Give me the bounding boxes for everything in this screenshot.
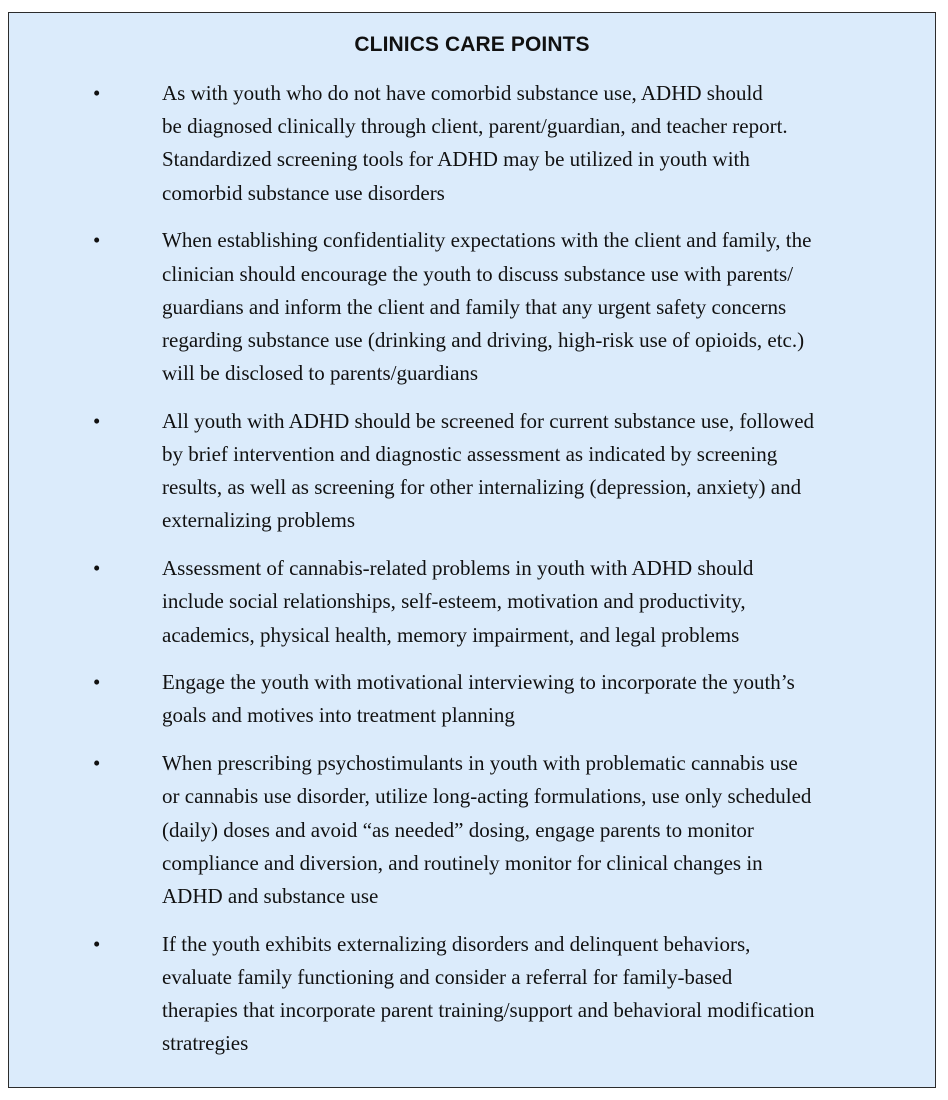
care-point-text: [162, 928, 912, 1061]
bullet-icon: •: [93, 670, 101, 695]
care-point-line: Standardized screening tools for ADHD may be utilized in youth with: [162, 147, 750, 172]
bullet-icon: •: [93, 228, 101, 253]
care-point-line: comorbid substance use disorders: [162, 180, 445, 205]
care-point-line: externalizing problems: [162, 508, 356, 533]
care-points-box: [8, 12, 936, 1088]
care-point-line: clinician should encourage the youth to discuss substance use with parents/: [162, 261, 794, 286]
care-point-line: compliance and diversion, and routinely monitor for clinical changes in: [162, 850, 763, 875]
care-point-text: [162, 552, 912, 652]
care-point-line: Engage the youth with motivational interviewing to incorporate the youth’s: [162, 670, 795, 695]
box-title: CLINICS CARE POINTS: [354, 33, 590, 56]
bullet-icon: •: [93, 751, 101, 776]
care-points-list: [9, 77, 935, 1075]
care-point-line: by brief intervention and diagnostic assessment as indicated by screening: [162, 442, 778, 467]
care-point-line: If the youth exhibits externalizing disorders and delinquent behaviors,: [162, 931, 751, 956]
care-point-text: [162, 747, 912, 913]
care-point-line: When establishing confidentiality expectations with the client and family, the: [162, 228, 812, 253]
care-point-line: results, as well as screening for other internalizing (depression, anxiety) and: [162, 475, 802, 500]
care-point-line: As with youth who do not have comorbid substance use, ADHD should: [162, 81, 763, 105]
care-point-line: will be disclosed to parents/guardians: [162, 361, 479, 386]
bullet-icon: •: [93, 931, 101, 956]
care-point-item: [9, 552, 935, 652]
care-point-line: therapies that incorporate parent training/support and behavioral modification: [162, 998, 815, 1023]
care-point-line: Assessment of cannabis-related problems in youth with ADHD should: [162, 556, 754, 581]
care-point-line: be diagnosed clinically through client, parent/guardian, and teacher report.: [162, 114, 788, 139]
care-point-line: (daily) doses and avoid “as needed” dosing, engage parents to monitor: [162, 817, 754, 842]
care-point-line: All youth with ADHD should be screened for current substance use, followed: [162, 408, 815, 433]
care-point-text: [162, 666, 912, 732]
care-point-line: ADHD and substance use: [162, 883, 379, 908]
bullet-icon: •: [93, 408, 101, 433]
care-point-item: [9, 666, 935, 732]
care-point-item: [9, 405, 935, 538]
care-point-line: When prescribing psychostimulants in youth with problematic cannabis use: [162, 751, 798, 776]
care-point-text: [162, 224, 912, 390]
care-point-line: regarding substance use (drinking and driving, high-risk use of opioids, etc.): [162, 327, 805, 352]
bullet-icon: •: [93, 556, 101, 581]
care-point-item: [9, 928, 935, 1061]
care-point-text: [162, 77, 912, 210]
care-point-line: include social relationships, self-esteem, motivation and productivity,: [162, 589, 746, 614]
care-point-line: or cannabis use disorder, utilize long-acting formulations, use only scheduled: [162, 784, 812, 809]
care-point-item: [9, 77, 935, 210]
care-point-line: stratregies: [162, 1031, 249, 1056]
bullet-icon: •: [93, 81, 101, 105]
care-point-text: [162, 405, 912, 538]
care-point-item: [9, 224, 935, 390]
care-point-line: goals and motives into treatment planning: [162, 703, 515, 728]
care-point-item: [9, 747, 935, 913]
care-point-line: guardians and inform the client and family that any urgent safety concerns: [162, 294, 787, 319]
care-point-line: academics, physical health, memory impairment, and legal problems: [162, 622, 740, 647]
care-point-line: evaluate family functioning and consider a referral for family-based: [162, 964, 733, 989]
